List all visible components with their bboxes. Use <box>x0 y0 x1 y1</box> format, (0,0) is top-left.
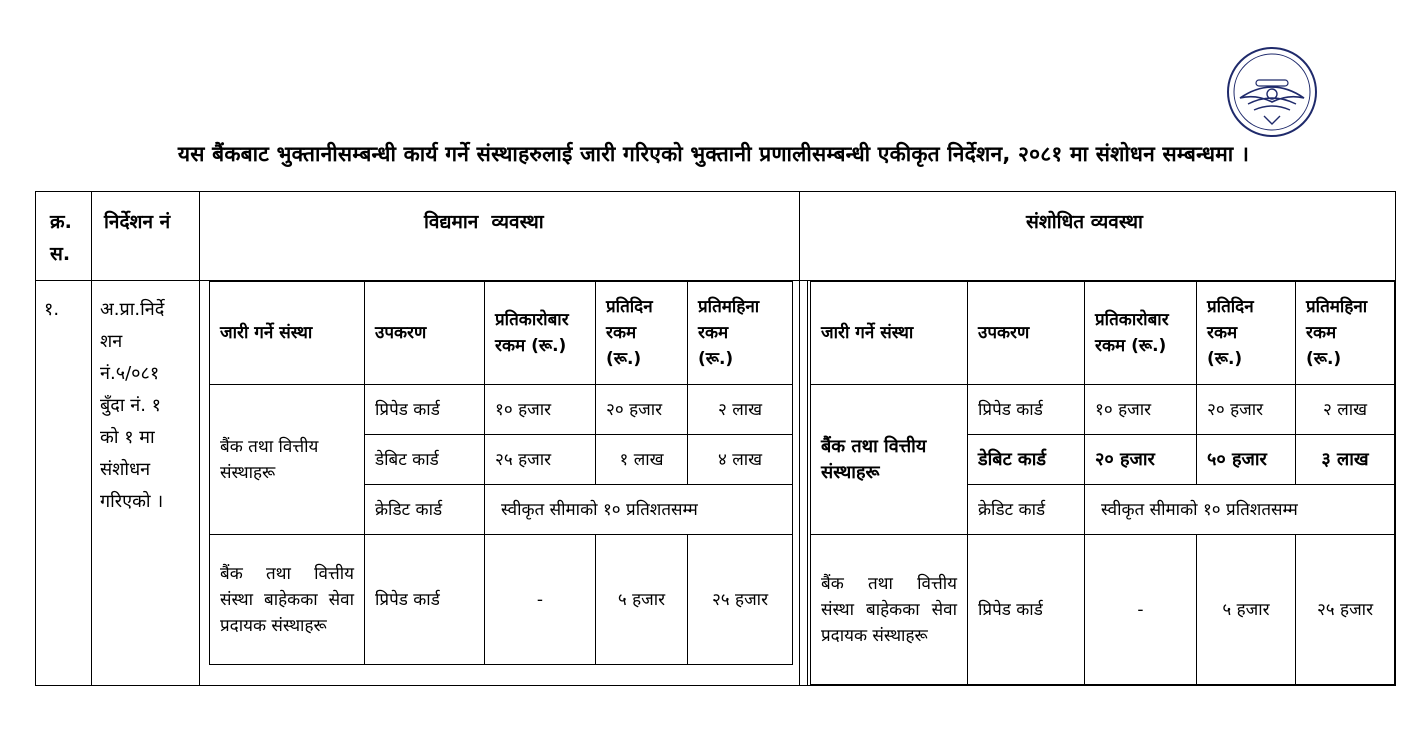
per-transaction-header: प्रतिकारोबार रकम (रू.) <box>485 282 596 385</box>
instrument-header: उपकरण <box>365 282 485 385</box>
amended-arrangement-header: संशोधित व्यवस्था <box>1026 211 1143 233</box>
table-row <box>210 282 793 385</box>
per-day-cell: २० हजार <box>1197 385 1296 435</box>
per-month-cell: २५ हजार <box>1296 535 1395 685</box>
existing-arrangement-header: विद्यमान व्यवस्था <box>424 211 544 233</box>
per-month-header: प्रतिमहिना रकम (रू.) <box>1296 282 1395 385</box>
issuer-header: जारी गर्ने संस्था <box>210 282 365 385</box>
directive-line: गरिएको । <box>100 491 164 512</box>
table-row <box>811 535 1395 685</box>
non-bfi-issuer: बैंक तथा वित्तीय संस्था बाहेकका सेवा प्रदायक संस्थाहरू <box>811 535 968 685</box>
directive-line: को १ मा <box>100 427 155 448</box>
per-day-cell: ५० हजार <box>1197 435 1296 485</box>
page-title: यस बैंकबाट भुक्तानीसम्बन्धी कार्य गर्ने संस्थाहरुलाई जारी गरिएको भुक्तानी प्रणालीसम्बन्धी एकीकृत निर्देशन, २०८१ मा संशोधन सम्बन्धमा । <box>177 142 1250 166</box>
per-month-header: प्रतिमहिना रकम (रू.) <box>688 282 793 385</box>
existing-limits-table <box>209 281 793 665</box>
per-transaction-header: प्रतिकारोबार रकम (रू.) <box>1085 282 1197 385</box>
per-transaction-cell: २५ हजार <box>485 435 596 485</box>
sn-header-line2: स. <box>50 243 71 265</box>
per-month-cell: २५ हजार <box>688 535 793 665</box>
instrument-cell: प्रिपेड कार्ड <box>365 535 485 665</box>
credit-limit-cell: स्वीकृत सीमाको १० प्रतिशतसम्म <box>1085 485 1395 535</box>
directive-line: संशोधन <box>100 459 151 480</box>
instrument-cell: डेबिट कार्ड <box>968 435 1085 485</box>
per-day-header: प्रतिदिन रकम (रू.) <box>596 282 688 385</box>
directive-line: बुँदा नं. १ <box>100 395 162 416</box>
per-month-cell: ३ लाख <box>1296 435 1395 485</box>
per-day-cell: ५ हजार <box>596 535 688 665</box>
instrument-cell: डेबिट कार्ड <box>365 435 485 485</box>
directive-number-header: निर्देशन नं <box>104 211 171 233</box>
per-transaction-cell: १० हजार <box>1085 385 1197 435</box>
issuer-header: जारी गर्ने संस्था <box>811 282 968 385</box>
table-row <box>210 385 793 435</box>
per-day-cell: १ लाख <box>596 435 688 485</box>
amended-limits-table <box>810 281 1395 685</box>
per-transaction-cell: १० हजार <box>485 385 596 435</box>
per-month-cell: २ लाख <box>688 385 793 435</box>
sn-header-line1: क्र. <box>50 211 72 233</box>
non-bfi-issuer: बैंक तथा वित्तीय संस्था बाहेकका सेवा प्रदायक संस्थाहरू <box>210 535 365 665</box>
bfi-issuer: बैंक तथा वित्तीय संस्थाहरू <box>811 385 968 535</box>
instrument-cell: क्रेडिट कार्ड <box>365 485 485 535</box>
directive-line: अ.प्रा.निर्दे <box>100 299 165 320</box>
per-month-cell: २ लाख <box>1296 385 1395 435</box>
table-row <box>811 385 1395 435</box>
per-month-cell: ४ लाख <box>688 435 793 485</box>
per-transaction-cell: - <box>485 535 596 665</box>
instrument-cell: प्रिपेड कार्ड <box>968 535 1085 685</box>
instrument-cell: क्रेडिट कार्ड <box>968 485 1085 535</box>
directive-reference <box>100 294 196 518</box>
credit-limit-cell: स्वीकृत सीमाको १० प्रतिशतसम्म <box>485 485 793 535</box>
per-day-cell: २० हजार <box>596 385 688 435</box>
per-day-cell: ५ हजार <box>1197 535 1296 685</box>
bank-seal-icon <box>1226 46 1318 138</box>
instrument-header: उपकरण <box>968 282 1085 385</box>
per-transaction-cell: २० हजार <box>1085 435 1197 485</box>
table-row <box>811 282 1395 385</box>
instrument-cell: प्रिपेड कार्ड <box>968 385 1085 435</box>
instrument-cell: प्रिपेड कार्ड <box>365 385 485 435</box>
row-serial-number: १. <box>44 299 60 320</box>
per-transaction-cell: - <box>1085 535 1197 685</box>
bfi-issuer: बैंक तथा वित्तीय संस्थाहरू <box>210 385 365 535</box>
directive-line: शन <box>100 331 123 352</box>
per-day-header: प्रतिदिन रकम (रू.) <box>1197 282 1296 385</box>
table-row <box>210 535 793 665</box>
directive-line: नं.५/०८१ <box>100 363 160 384</box>
